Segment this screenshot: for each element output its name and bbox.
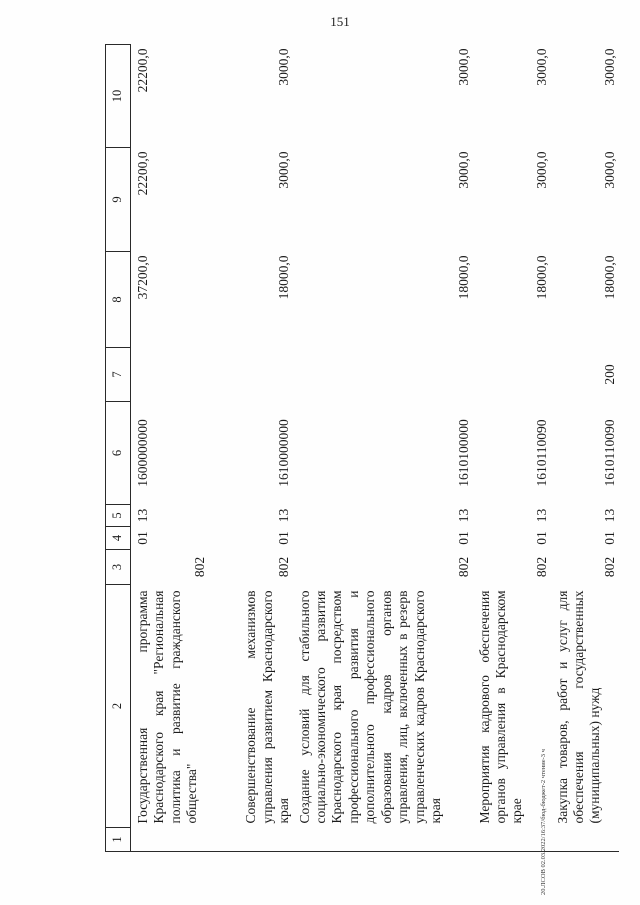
table-row	[293, 45, 473, 852]
row-description: Закупка товаров, работ и услуг для обеспечения государственных (муниципальных) нужд	[554, 590, 603, 824]
cell-c3: 802	[602, 556, 618, 578]
cell-c6: 1610100000	[456, 419, 472, 487]
cell-c8: 18000,0	[602, 255, 618, 300]
cell-c6: 1610110090	[602, 419, 618, 487]
page-number: 151	[330, 14, 350, 29]
budget-table-rotated	[105, 45, 625, 852]
cell-c3: 802	[456, 556, 472, 578]
document-footer-code: 20.ЛСОВ 02.03.2022/16:37/бюд-бюджет-2 чтение-3 ч	[540, 749, 547, 895]
cell-c10: 22200,0	[135, 48, 150, 93]
row-description: Создание условий для стабильного социально-экономического развития Краснодарского края посредством профессионального развития и дополнительного профессионального образования кадров органов управления, лиц, включенных в резерв управленческих кадров Краснодарского края	[296, 590, 444, 824]
cell-c5: 13	[602, 508, 618, 523]
cell-c4: 01	[534, 531, 550, 545]
cell-c5: 13	[534, 508, 550, 523]
cell-c10: 3000,0	[456, 48, 472, 86]
cell-c7	[131, 348, 209, 402]
column-number: 6	[106, 402, 131, 505]
cell-c10: 3000,0	[602, 48, 618, 86]
cell-c5: 13	[276, 508, 292, 523]
column-number: 7	[106, 348, 131, 402]
row-description: Мероприятия кадрового обеспечения органов управления в Краснодарском крае	[476, 590, 525, 824]
column-number: 9	[106, 148, 131, 252]
cell-c8: 18000,0	[276, 255, 292, 300]
row-description: Государственная программа Краснодарского края "Региональная политика и развитие гражданского общества"	[135, 590, 200, 824]
column-number: 8	[106, 252, 131, 348]
table-row	[131, 45, 209, 852]
column-number-row	[106, 45, 131, 852]
cell-c9: 3000,0	[534, 151, 550, 189]
column-number: 3	[106, 550, 131, 585]
cell-c7	[293, 348, 473, 402]
cell-c10: 3000,0	[276, 48, 292, 86]
cell-c6: 1610110090	[534, 419, 550, 487]
cell-c6: 1610000000	[276, 419, 292, 487]
table-row	[209, 45, 293, 852]
cell-c7: 200	[602, 364, 618, 385]
row-description: Совершенствование механизмов управления развитием Краснодарского края	[243, 590, 292, 824]
cell-c9: 3000,0	[602, 151, 618, 189]
table-row	[551, 45, 619, 852]
table-row	[473, 45, 551, 852]
column-number: 1	[106, 828, 131, 852]
cell-c5: 13	[456, 508, 472, 523]
cell-c4: 01	[276, 531, 292, 545]
cell-c7	[473, 348, 551, 402]
cell-c4: 01	[456, 531, 472, 545]
cell-c5: 13	[135, 508, 150, 523]
cell-c3: 802	[276, 556, 292, 578]
cell-c8: 37200,0	[135, 255, 150, 300]
cell-c3: 802	[192, 556, 208, 578]
cell-c6: 1600000000	[135, 419, 150, 487]
cell-c3: 802	[534, 556, 550, 578]
cell-c9: 22200,0	[135, 151, 150, 196]
cell-c4: 01	[135, 531, 150, 545]
column-number: 5	[106, 505, 131, 527]
cell-c9: 3000,0	[276, 151, 292, 189]
cell-c9: 3000,0	[456, 151, 472, 189]
cell-c8: 18000,0	[534, 255, 550, 300]
cell-c10: 3000,0	[534, 48, 550, 86]
column-number: 10	[106, 45, 131, 148]
cell-c4: 01	[602, 531, 618, 545]
cell-c7	[209, 348, 293, 402]
column-number: 2	[106, 585, 131, 828]
column-number: 4	[106, 527, 131, 550]
cell-c8: 18000,0	[456, 255, 472, 300]
